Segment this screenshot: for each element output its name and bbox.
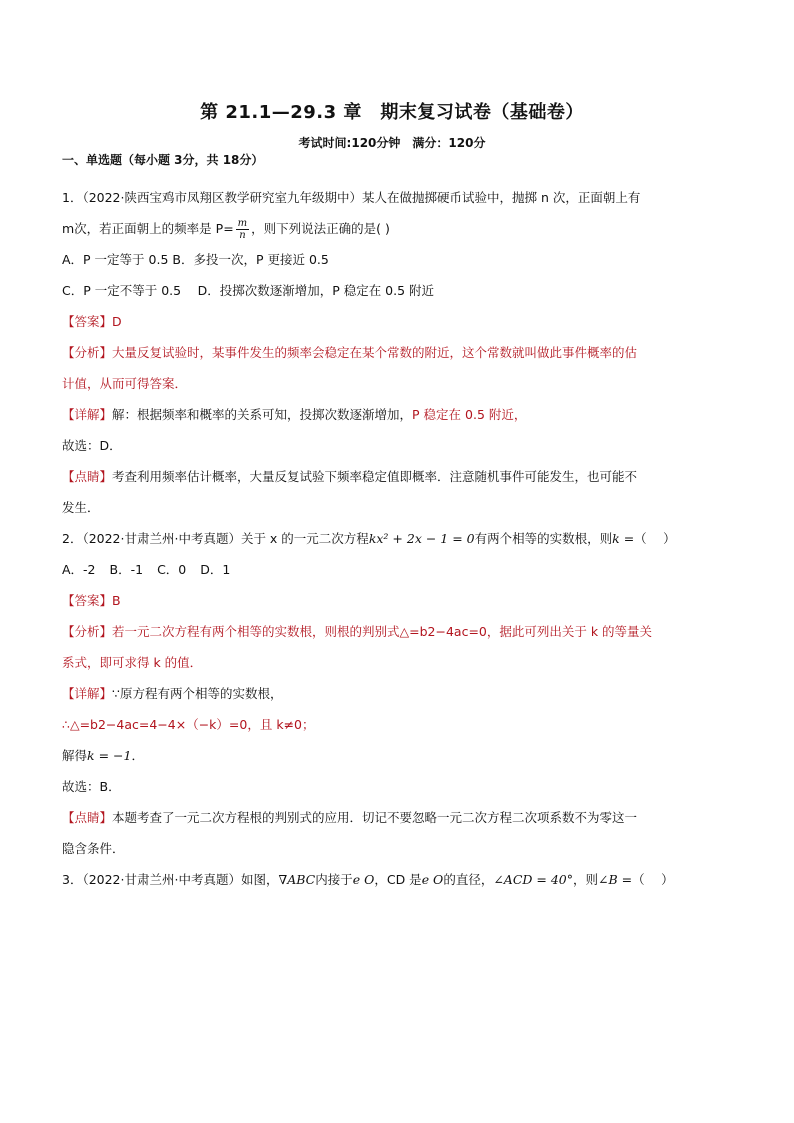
q2-solve — [62, 740, 722, 771]
q2-choose: 故选：B． — [62, 779, 121, 794]
q3-triangle: ∇ABC — [278, 872, 316, 887]
question-2 — [62, 523, 722, 864]
q2-analysis-line1 — [62, 616, 722, 647]
analysis-text: 若一元二次方程有两个相等的实数根，则根的判别式△=b2−4ac=0，据此可列出关于 k 的等量关 — [112, 624, 653, 639]
section-heading: 一、单选题（每小题 3分，共 18分） — [62, 153, 264, 167]
question-1 — [62, 182, 722, 523]
q1-fraction — [236, 218, 249, 241]
q1-analysis-line1 — [62, 337, 722, 368]
q3-stem-post: （ ） — [632, 872, 674, 887]
q1-frac-den: n — [239, 230, 246, 241]
q1-choose: 故选：D． — [62, 438, 122, 453]
q1-options-line2: C．P 一定不等于 0.5 D．投掷次数逐渐增加，P 稳定在 0.5 附近 — [62, 283, 435, 298]
q2-comment-line2: 隐含条件． — [62, 841, 125, 856]
q2-options — [62, 554, 722, 585]
comment-tag: 【点睛】 — [62, 810, 113, 825]
q3-angle: ∠ACD = 40° — [493, 872, 573, 887]
q1-stem-pre: m次，若正面朝上的频率是 P= — [62, 221, 234, 236]
q2-analysis-line2: 系式，即可求得 k 的值． — [62, 655, 203, 670]
analysis-tag: 【分析】 — [62, 624, 113, 639]
q1-answer — [62, 306, 722, 337]
q2-detail-line2: ∴△=b2−4ac=4−4×（−k）=0，且 k≠0； — [62, 717, 315, 732]
answer-tag: 【答案】 — [62, 593, 113, 608]
detail-text: ∵原方程有两个相等的实数根， — [112, 686, 283, 701]
q1-detail — [62, 399, 722, 430]
q3-circle-2: e O — [421, 872, 444, 887]
q2-option-c: C．0 — [157, 562, 187, 577]
analysis-text: 大量反复试验时，某事件发生的频率会稳定在某个常数的附近，这个常数就叫做此事件概率的估 — [112, 345, 638, 360]
answer-value: D — [112, 314, 122, 329]
comment-tag: 【点睛】 — [62, 469, 113, 484]
q2-answer — [62, 585, 722, 616]
q3-stem-pre: 3．（2022·甘肃兰州·中考真题）如图， — [62, 872, 279, 887]
q1-options-line1: A．P 一定等于 0.5 B．多投一次，P 更接近 0.5 — [62, 252, 329, 267]
q1-stem-post: ，则下列说法正确的是( ) — [251, 221, 390, 236]
q1-stem-line1: 1．（2022·陕西宝鸡市凤翔区教学研究室九年级期中）某人在做抛掷硬币试验中，抛掷 n 次，正面朝上有 — [62, 190, 641, 205]
comment-text: 考查利用频率估计概率，大量反复试验下频率稳定值即概率．注意随机事件可能发生，也可能不 — [112, 469, 638, 484]
q3-angle-b: ∠B = — [598, 872, 633, 887]
q2-option-d: D．1 — [200, 562, 231, 577]
q2-solve-pre: 解得 — [62, 748, 88, 763]
q2-stem-post: （ ） — [634, 531, 676, 546]
q3-stem-mid1: 内接于 — [315, 872, 353, 887]
q2-stem — [62, 523, 722, 554]
answer-value: B — [112, 593, 121, 608]
detail-tag: 【详解】 — [62, 686, 113, 701]
q2-stem-mid: 有两个相等的实数根，则 — [474, 531, 613, 546]
q2-equation: kx² + 2x − 1 = 0 — [368, 531, 475, 546]
q1-comment-line1 — [62, 461, 722, 492]
q3-stem-mid2: ，CD 是 — [374, 872, 422, 887]
question-3 — [62, 864, 722, 895]
exam-info: 考试时间:120分钟 满分：120分 — [298, 136, 486, 150]
q1-analysis-line2: 计值，从而可得答案． — [62, 376, 188, 391]
q1-comment-line2: 发生． — [62, 500, 100, 515]
comment-text: 本题考查了一元二次方程根的判别式的应用．切记不要忽略一元二次方程二次项系数不为零这一 — [112, 810, 638, 825]
q3-stem-mid3: 的直径， — [443, 872, 494, 887]
q2-detail-line1 — [62, 678, 722, 709]
q2-stem-pre: 2．（2022·甘肃兰州·中考真题）关于 x 的一元二次方程 — [62, 531, 369, 546]
q2-solve-eq: k = −1 — [87, 748, 132, 763]
q3-stem — [62, 864, 722, 895]
detail-tag: 【详解】 — [62, 407, 113, 422]
detail-highlight: P 稳定在 0.5 附近， — [412, 407, 527, 422]
q3-stem-mid4: ，则 — [573, 872, 599, 887]
analysis-tag: 【分析】 — [62, 345, 113, 360]
q1-frac-num: m — [237, 218, 248, 229]
q1-stem-line2 — [62, 213, 722, 244]
answer-tag: 【答案】 — [62, 314, 113, 329]
detail-text: 解：根据频率和概率的关系可知，投掷次数逐渐增加， — [112, 407, 413, 422]
q2-comment-line1 — [62, 802, 722, 833]
q3-circle-1: e O — [352, 872, 375, 887]
q2-option-b: B．-1 — [109, 562, 144, 577]
page-title: 第 21.1—29.3 章 期末复习试卷（基础卷） — [200, 102, 584, 123]
q2-solve-post: ． — [131, 748, 144, 763]
q2-option-a: A．-2 — [62, 562, 96, 577]
q2-k-eq: k = — [612, 531, 635, 546]
exam-page — [62, 100, 722, 895]
